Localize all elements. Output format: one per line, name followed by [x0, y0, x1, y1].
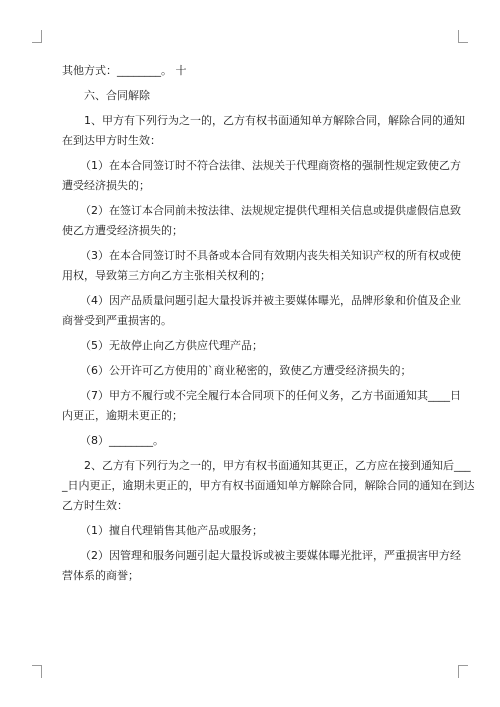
- item-5-text: （5）无故停止向乙方供应代理产品；: [80, 339, 263, 352]
- clause-2-item-1-text: （1）擅自代理销售其他产品或服务；: [80, 524, 263, 537]
- item-7-text-cont: 内更正，逾期未更正的；: [62, 409, 183, 422]
- clause-1-text: 1、甲方有下列行为之一的，乙方有权书面通知单方解除合同，解除合同的通知: [84, 114, 465, 127]
- clause-2-item-2-text-cont: 营体系的商誉；: [62, 569, 139, 582]
- clause-2-text: 2、乙方有下列行为之一的，甲方有权书面通知其更正，乙方应在接到通知后___: [84, 459, 471, 472]
- item-2-text-cont: 使乙方遭受经济损失的；: [62, 224, 183, 237]
- item-1-text: （1）在本合同签订时不符合法律、法规关于代理商资格的强制性规定致使乙方: [80, 159, 461, 172]
- clause-1-text-cont: 在到达甲方时生效：: [62, 134, 161, 147]
- item-6-text: （6）公开许可乙方使用的`商业秘密的，致使乙方遭受经济损失的；: [80, 364, 412, 377]
- page-corner-mark-top-left: [32, 30, 42, 43]
- item-7-text: （7）甲方不履行或不完全履行本合同项下的任何义务，乙方书面通知其____日: [80, 389, 461, 402]
- item-3-text: （3）在本合同签订时不具备或本合同有效期内丧失相关知识产权的所有权或使: [80, 249, 461, 262]
- page-corner-mark-bottom-left: [32, 665, 42, 678]
- item-3-text-cont: 用权，导致第三方向乙方主张相关权利的；: [62, 269, 271, 282]
- item-1-text-cont: 遭受经济损失的；: [62, 179, 150, 192]
- clause-2-text-cont: _日内更正，逾期未更正的，甲方有权书面通知单方解除合同，解除合同的通知在到达: [62, 479, 475, 492]
- clause-2-item-2-text: （2）因管理和服务问题引起大量投诉或被主要媒体曝光批评，严重损害甲方经: [80, 549, 461, 562]
- page-corner-mark-bottom-right: [458, 665, 468, 678]
- section-heading: 六、合同解除: [84, 89, 150, 102]
- clause-2-text-cont-2: 乙方时生效：: [62, 499, 128, 512]
- item-2-text: （2）在签订本合同前未按法律、法规规定提供代理相关信息或提供虚假信息致: [80, 204, 461, 217]
- item-8-text: （8）________。: [80, 434, 164, 447]
- other-methods-line: 其他方式：________。 十: [62, 64, 187, 77]
- item-4-text: （4）因产品质量问题引起大量投诉并被主要媒体曝光，品牌形象和价值及企业: [80, 294, 461, 307]
- item-4-text-cont: 商誉受到严重损害的。: [62, 314, 172, 327]
- page-corner-mark-top-right: [458, 30, 468, 43]
- document-page: [62, 64, 475, 582]
